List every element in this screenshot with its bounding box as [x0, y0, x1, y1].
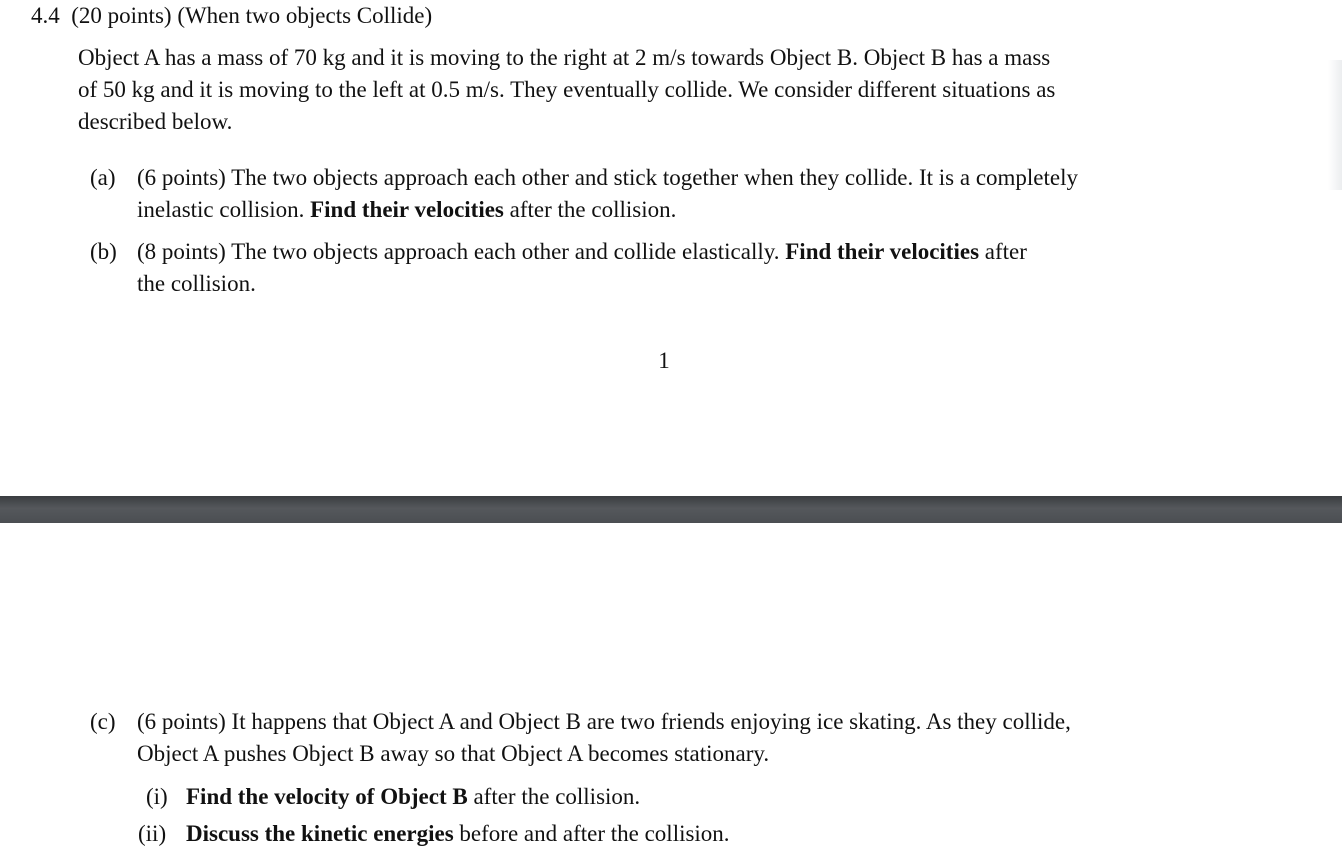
intro-line-1: Object A has a mass of 70 kg and it is moving to the right at 2 m/s towards Object B. Object B has a mass [78, 45, 1051, 70]
page-number: 1 [658, 348, 670, 373]
part-c-line-1: (6 points) It happens that Object A and Object B are two friends enjoying ice skating. As they collide, [137, 709, 1071, 734]
intro-line-2: of 50 kg and it is moving to the left at 0.5 m/s. They eventually collide. We consider different situations as [78, 77, 1056, 102]
part-b-line-2: the collision. [137, 271, 256, 296]
part-c-ii-text: Discuss the kinetic energies before and after the collision. [186, 821, 730, 846]
problem-number: 4.4 [31, 3, 60, 28]
part-a-label: (a) [90, 165, 116, 190]
part-c-label: (c) [90, 709, 116, 734]
part-c-i-label: (i) [146, 784, 168, 809]
page-edge-shadow [1328, 60, 1342, 190]
part-a-emphasis: Find their velocities [310, 197, 504, 222]
part-b-label: (b) [90, 239, 117, 264]
part-b-emphasis: Find their velocities [785, 239, 980, 264]
part-c-ii-emphasis: Discuss the kinetic energies [186, 821, 454, 846]
part-c-i-text: Find the velocity of Object B after the collision. [186, 784, 641, 809]
document-page-2 [0, 523, 1342, 860]
problem-heading [31, 0, 432, 32]
page-separator [0, 496, 1342, 523]
part-c-i-emphasis: Find the velocity of Object B [186, 784, 468, 809]
part-b-line-1: (8 points) The two objects approach each other and collide elastically. Find their velocities after [137, 239, 1027, 264]
part-a-line-2: inelastic collision. Find their velocities after the collision. [137, 197, 677, 222]
part-c-line-2: Object A pushes Object B away so that Object A becomes stationary. [137, 741, 770, 766]
part-c-ii-label: (ii) [138, 821, 167, 846]
problem-title: (When two objects Collide) [177, 3, 433, 28]
part-a-line-1: (6 points) The two objects approach each other and stick together when they collide. It is a completely [137, 165, 1079, 190]
problem-points: (20 points) [71, 3, 172, 28]
intro-line-3: described below. [78, 109, 233, 134]
